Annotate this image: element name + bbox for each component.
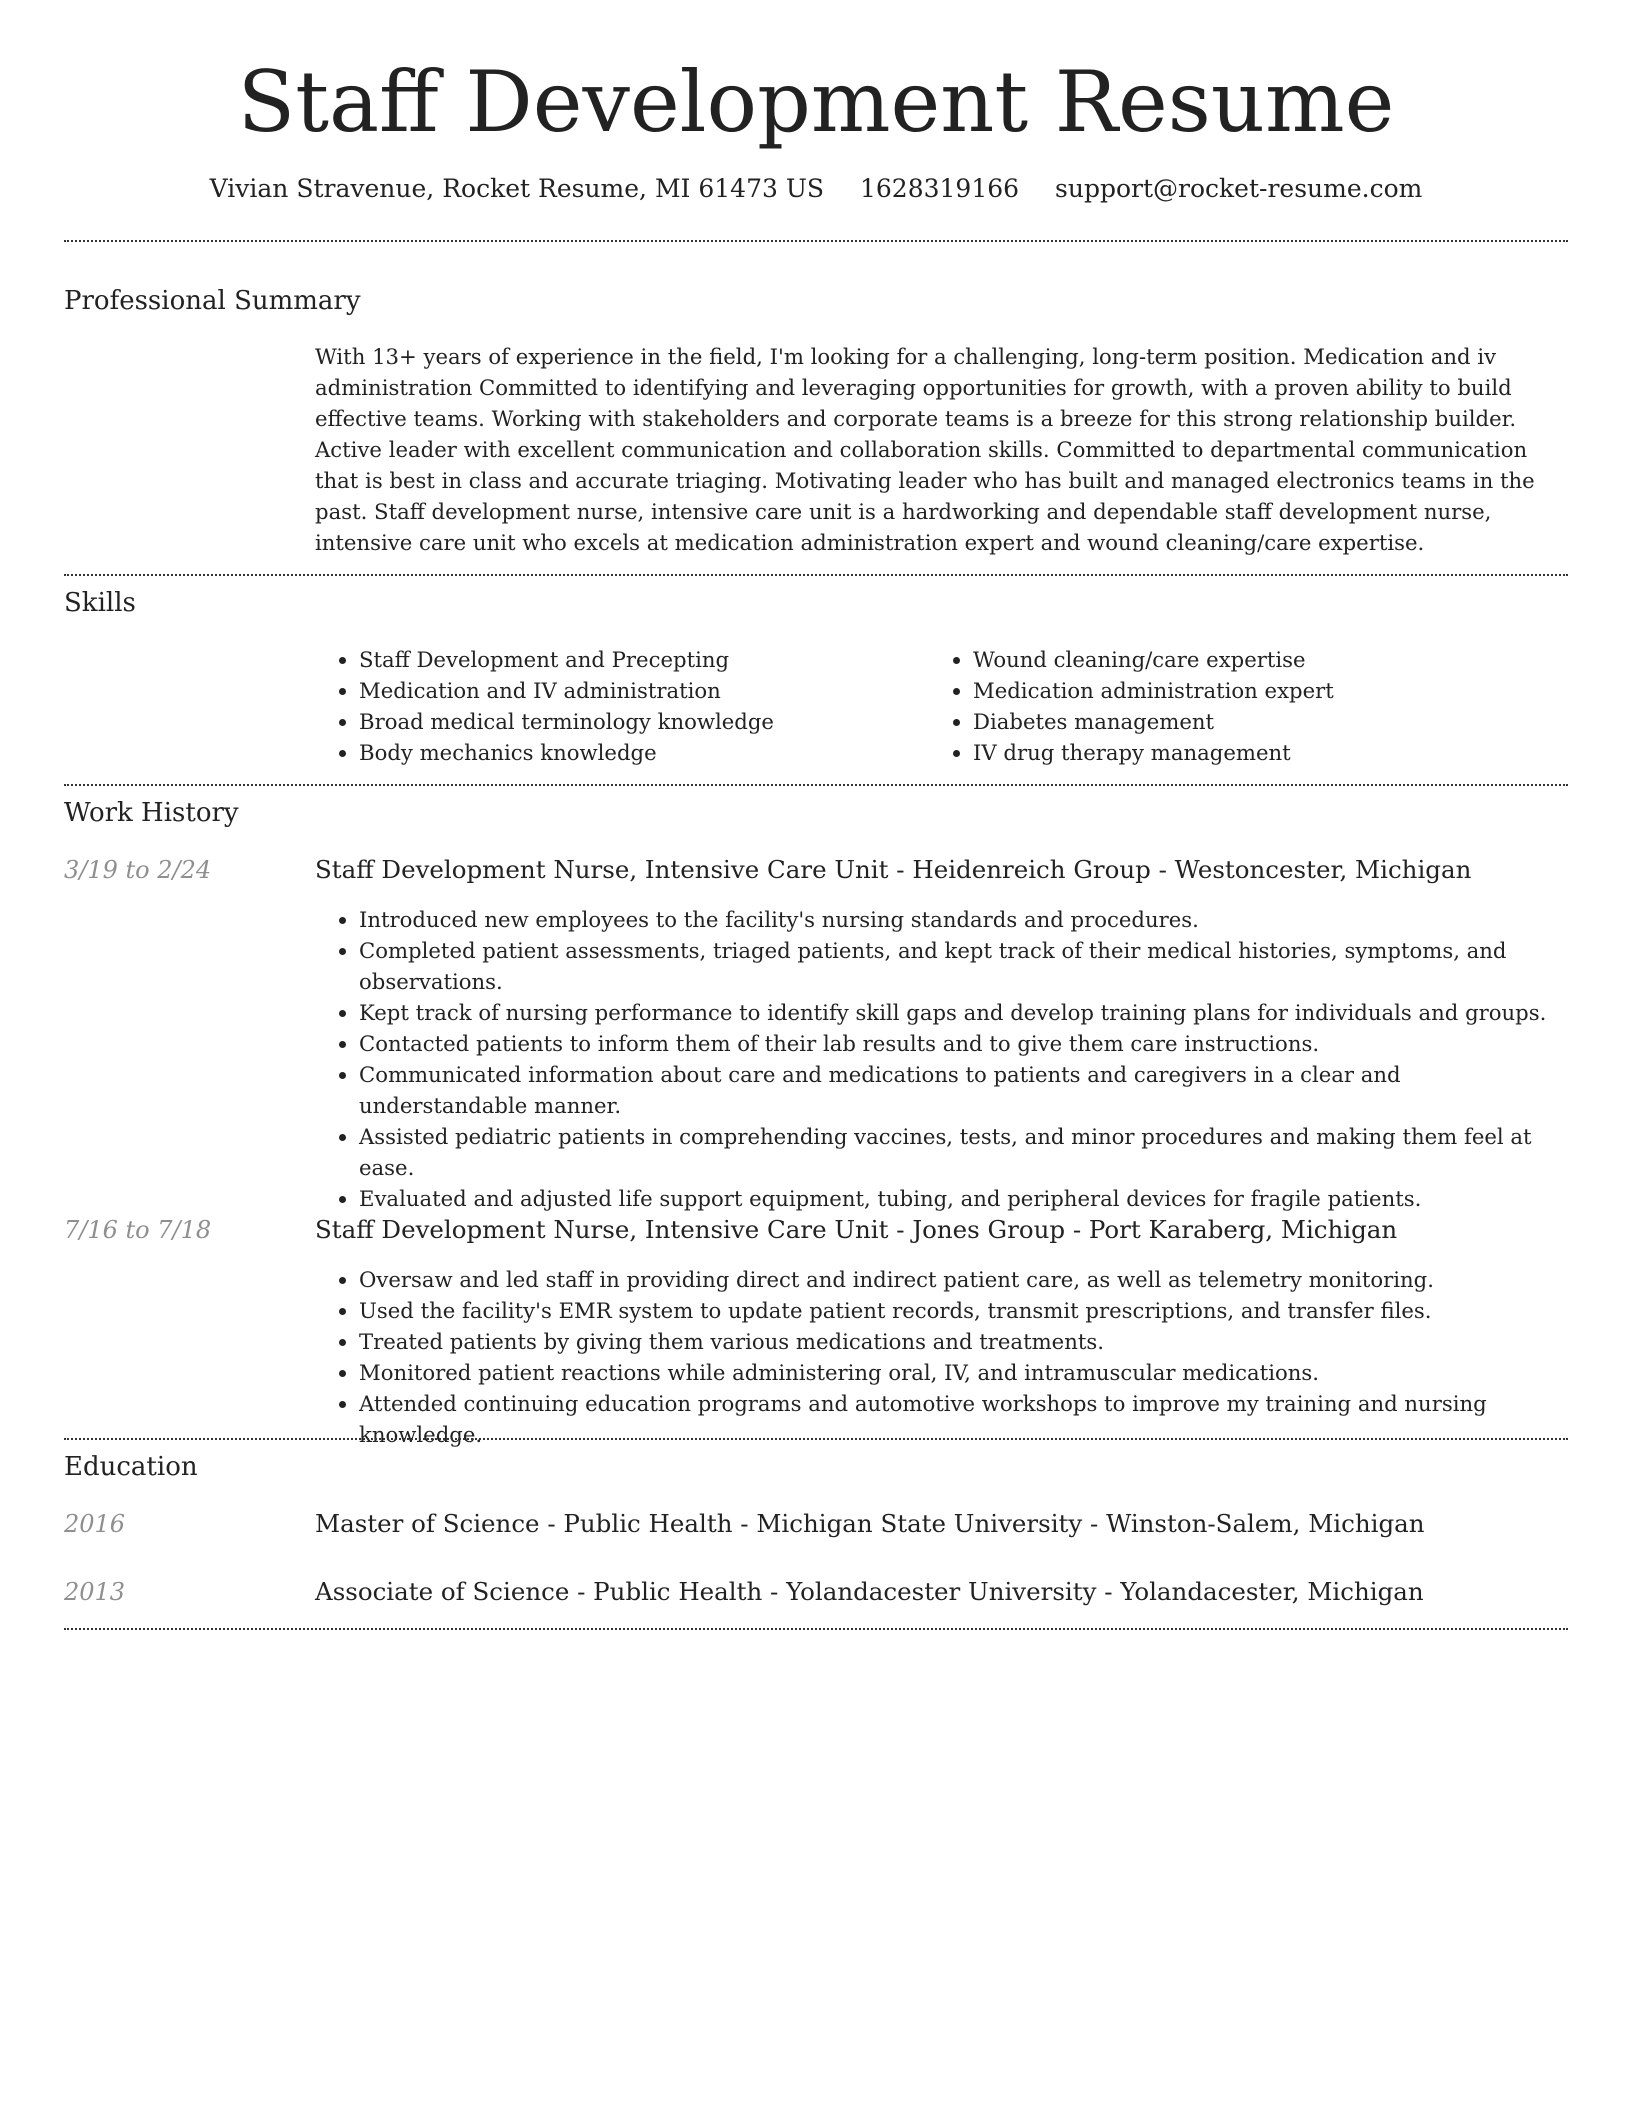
education-year: 2016: [64, 1510, 126, 1538]
education-degree: Master of Science - Public Health - Michigan State University - Winston-Salem, Michigan: [315, 1509, 1425, 1538]
job-bullet: • Evaluated and adjusted life support equipment, tubing, and peripheral devices for fragile patients.: [359, 1183, 1567, 1214]
section-heading-summary: Professional Summary: [64, 286, 361, 316]
section-heading-work: Work History: [64, 798, 239, 828]
divider: [64, 1438, 1568, 1440]
job-bullets: [315, 1264, 1567, 1450]
job-bullet: • Assisted pediatric patients in comprehending vaccines, tests, and minor procedures and making them feel at ease.: [359, 1121, 1567, 1183]
summary-text: With 13+ years of experience in the field, I'm looking for a challenging, long-term position. Medication and iv administration Committed to identifying and leveraging opportunities for growth, with a proven ability to build effective teams. Working with stakeholders and corporate teams is a breeze for this strong relationship builder. Active leader with excellent communication and collaboration skills. Committed to departmental communication that is best in class and accurate triaging. Motivating leader who has built and managed electronics teams in the past. Staff development nurse, intensive care unit is a hardworking and dependable staff development nurse, intensive care unit who excels at medication administration expert and wound cleaning/care expertise.: [315, 344, 1535, 555]
skill-item: • Body mechanics knowledge: [359, 737, 915, 768]
skill-item: • IV drug therapy management: [973, 737, 1549, 768]
job-bullet: • Treated patients by giving them various medications and treatments.: [359, 1326, 1567, 1357]
skill-item: • Medication administration expert: [973, 675, 1549, 706]
section-heading-skills: Skills: [64, 588, 136, 618]
section-heading-education: Education: [64, 1452, 198, 1482]
job-bullet: • Kept track of nursing performance to identify skill gaps and develop training plans for individuals and groups.: [359, 997, 1567, 1028]
job-bullet: • Communicated information about care and medications to patients and caregivers in a clear and understandable manner.: [359, 1059, 1567, 1121]
education-year: 2013: [64, 1578, 126, 1606]
divider: [64, 1628, 1568, 1630]
contact-email: support@rocket-resume.com: [1055, 174, 1423, 203]
job-dates: 7/16 to 7/18: [64, 1216, 212, 1244]
skill-item: • Broad medical terminology knowledge: [359, 706, 915, 737]
job-dates: 3/19 to 2/24: [64, 856, 212, 884]
skills-column-right: [929, 644, 1549, 768]
job-bullets: [315, 904, 1567, 1214]
divider: [64, 784, 1568, 786]
skill-item: • Wound cleaning/care expertise: [973, 644, 1549, 675]
skill-item: • Medication and IV administration: [359, 675, 915, 706]
contact-address: Vivian Stravenue, Rocket Resume, MI 61473 US: [209, 174, 825, 203]
contact-line: [0, 172, 1632, 206]
education-degree: Associate of Science - Public Health - Yolandacester University - Yolandacester, Michigan: [315, 1577, 1424, 1606]
job-bullet: • Used the facility's EMR system to update patient records, transmit prescriptions, and transfer files.: [359, 1295, 1567, 1326]
job-title: Staff Development Nurse, Intensive Care Unit - Jones Group - Port Karaberg, Michigan: [315, 1215, 1398, 1244]
contact-phone: 1628319166: [860, 174, 1020, 203]
job-bullet: • Completed patient assessments, triaged patients, and kept track of their medical histories, symptoms, and observations.: [359, 935, 1567, 997]
job-bullet: • Oversaw and led staff in providing direct and indirect patient care, as well as telemetry monitoring.: [359, 1264, 1567, 1295]
job-bullet: • Contacted patients to inform them of their lab results and to give them care instructions.: [359, 1028, 1567, 1059]
page-title: Staff Development Resume: [237, 53, 1395, 151]
job-bullet: • Attended continuing education programs and automotive workshops to improve my training and nursing knowledge.: [359, 1388, 1567, 1450]
skill-item: • Staff Development and Precepting: [359, 644, 915, 675]
skills-column-left: [315, 644, 915, 768]
job-title: Staff Development Nurse, Intensive Care Unit - Heidenreich Group - Westoncester, Michigan: [315, 855, 1472, 884]
skill-item: • Diabetes management: [973, 706, 1549, 737]
job-bullet: • Introduced new employees to the facility's nursing standards and procedures.: [359, 904, 1567, 935]
divider: [64, 574, 1568, 576]
divider: [64, 240, 1568, 242]
job-bullet: • Monitored patient reactions while administering oral, IV, and intramuscular medications.: [359, 1357, 1567, 1388]
